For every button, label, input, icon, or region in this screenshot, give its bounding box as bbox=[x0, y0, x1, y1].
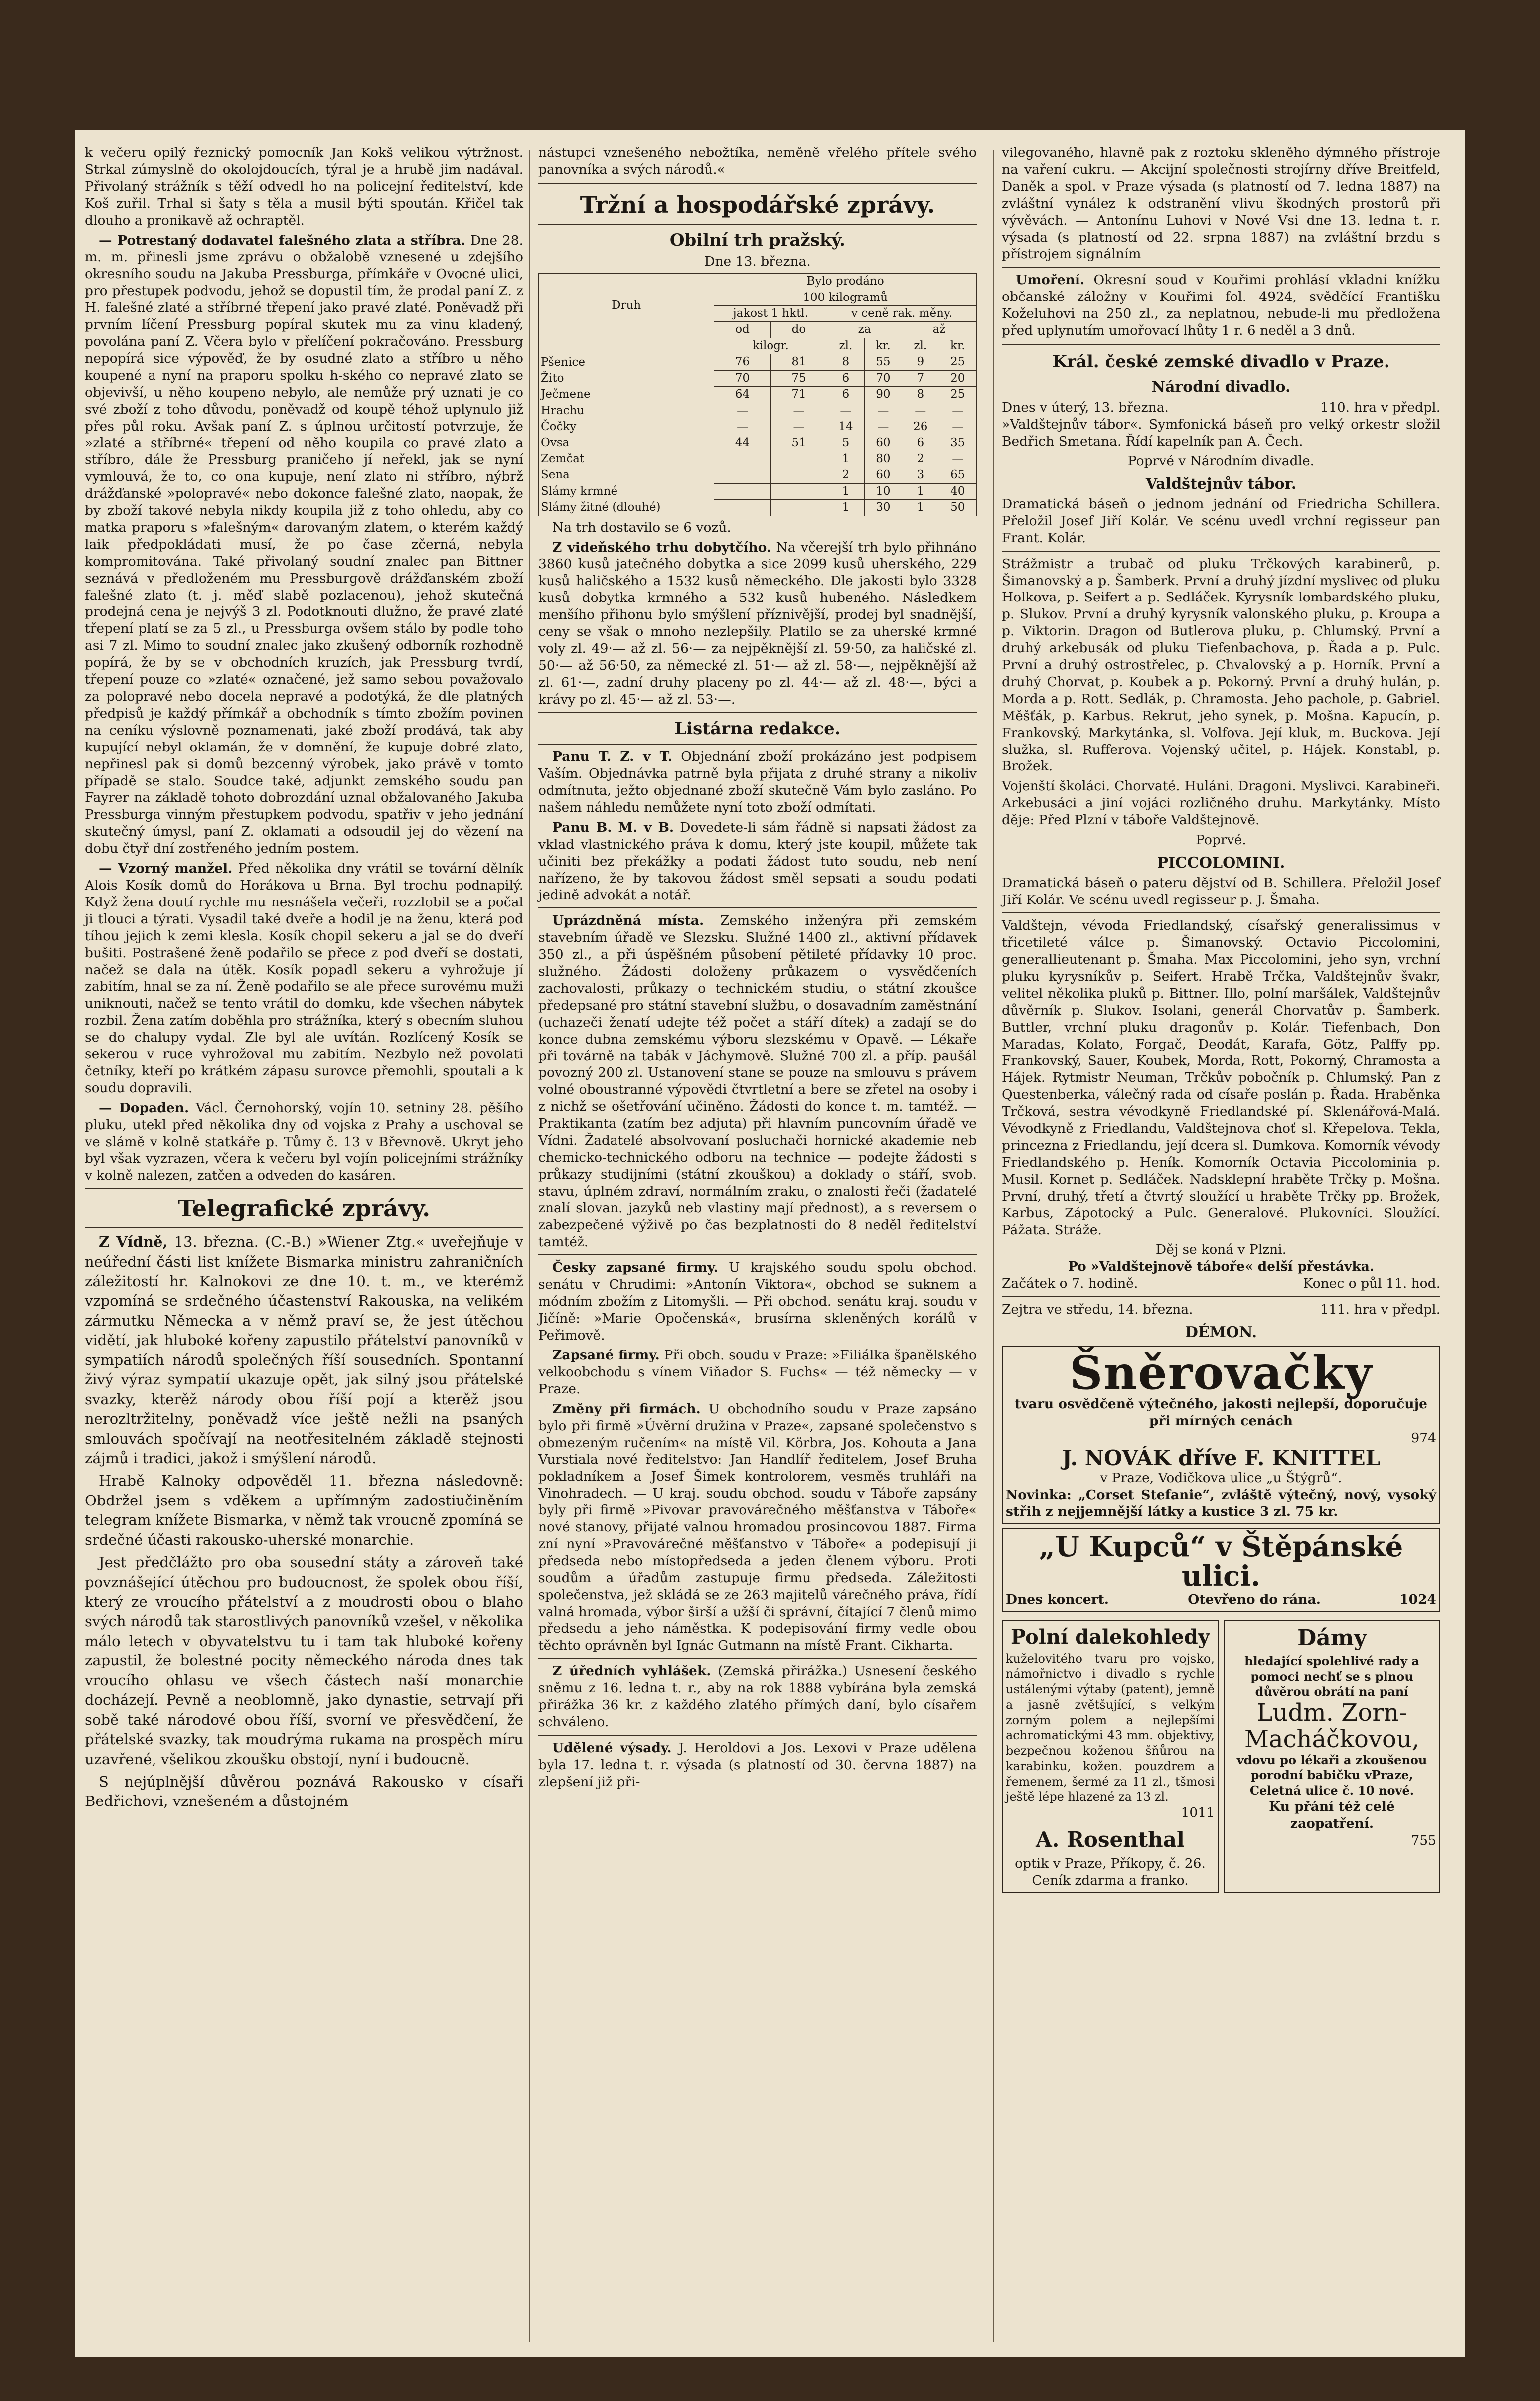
article-heading: Z Vídně, bbox=[99, 1233, 168, 1251]
table-cell: 1 bbox=[827, 483, 865, 499]
table-cell: 5 bbox=[827, 435, 865, 451]
grain-price-table bbox=[538, 273, 977, 516]
table-cell: 80 bbox=[864, 451, 902, 467]
table-row bbox=[539, 435, 977, 451]
article-paragraph bbox=[85, 1232, 523, 1468]
table-header: za bbox=[827, 322, 902, 338]
table-cell: 14 bbox=[827, 419, 865, 435]
article-paragraph bbox=[85, 1100, 523, 1185]
table-header: kr. bbox=[864, 338, 902, 354]
table-cell: 1 bbox=[827, 451, 865, 467]
table-cell: 35 bbox=[939, 435, 976, 451]
divider bbox=[538, 224, 977, 225]
table-cell: 70 bbox=[714, 370, 770, 386]
table-cell bbox=[770, 500, 827, 516]
table-cell: 64 bbox=[714, 387, 770, 403]
article-text: vilegovaného, hlavně pak z roztoku skleněho dýmného přístroje na vaření cukru. — Akcijní společnosti strojírny dříve Breitfeld, Daněk a spol. v Praze výsada (s platností od 7. ledna 1887) na zvláštní vynález k odstranění vlivu škodných prostorů při vývěvách. — Antonínu Luhovi v Nové Vsi dne 13. ledna t. r. výsada (s platností od 22. srpna 1887) na zvláštní brzdu s přístrojem signálním bbox=[1002, 145, 1440, 262]
article-text: Hrabě Kalnoky odpověděl 11. března následovně: Obdržel jsem s vděkem a upřímným zadostiučiněním telegram knížete Bismarka, v němž tak vroucně zpomíná se srdečné účasti rakousko-uherské monarchie. bbox=[85, 1472, 523, 1548]
table-cell: 76 bbox=[714, 354, 770, 370]
table-cell: 1 bbox=[902, 483, 939, 499]
article-text: U obchodního soudu v Praze zapsáno bylo při firmě »Úvěrní družina v Praze«, zapsané společenstvo s obmezeným ručením« na místě Vil. Körbra, Jos. Kohouta a Jana Vurstiala nové ředitelstvo: Jan Handlíř ředitelem, Josef Bruha pokladníkem a Josef Šimek kontrolorem, vesměs truhláři na Vinohradech. — U kraj. soudu obchod. soudu v Táboře zapsány byly při firmě »Pivovar pravovárečného měšťanstva v Táboře« nové stanovy, přijaté valnou hromadou prosincovou 1887. Firma zní nyní »Pravovárečné měšťanstvo v Táboře« a podepisují ji předseda nebo místopředseda a jeden členem výboru. Proti soudům a úřadům zastupuje firmu předseda. Záležitosti společenstva, jež skládá se ze 263 majitelů várečného práva, řídí valná hromada, výbor širší a užší či správní, čítající 7 členů mimo předsedu a jeho náměstka. K podepisování firmy vedle obou těchto oprávněn byl Ignác Gutmann na místě Frant. Cikharta. bbox=[538, 1401, 977, 1653]
article-heading: — Dopaden. bbox=[99, 1100, 189, 1116]
table-cell: 65 bbox=[939, 467, 976, 483]
table-header: zl. bbox=[902, 338, 939, 354]
article-heading: Zapsané firmy. bbox=[552, 1347, 660, 1363]
advert-text: Dnes koncert. bbox=[1006, 1591, 1109, 1607]
article-text: Zemského inženýra při zemském stavebním úřadě ve Slezsku. Služné 1400 zl., aktivní přídavek 350 zl., a při úspěšném působení pětileté přídavky 10 proc. služného. Žádosti doloženy průkazem o vysvědčeních zachovalosti, průkazy o technickém studiu, o státní zkoušce předepsané pro státní stavební službu, o dosavadním zaměstnání (uchazeči ženatí udejte též počet a stáří dítek) a zadají se do konce dubna zemskému výboru slezskému v Opavě. — Lékaře při továrně na tabák v Jáchymově. Služné 700 zl. a příp. paušál povozný 200 zl. Ustanovení stane se pouze na smlouvu s právem volné oboustranné výpovědi čtvrtletní a bere se zřetel na osoby i z nichž se ošetřování učiněno. Žádosti do konce t. m. tamtéž. — Praktikanta (zatím bez adjuta) při hlavním puncovním úřadě ve Vídni. Žadatelé absolvovaní posluchači hornické akademie neb chemicko-technického odboru na technice — podejte žádosti s průkazy studijními (státní zkouškou) a doklady o stáří, svob. stavu, úplném zdraví, normálním zraku, o znalosti řeči (žadatelé znalí slovan. jazyků neb vlastiny mají přednost), a s reversem o zabezpečené výživě po čas bezplatnosti do 8 neděl ředitelství tamtéž. bbox=[538, 913, 977, 1250]
play-title: PICCOLOMINI. bbox=[1157, 854, 1285, 872]
end-time: Konec o půl 11. hod. bbox=[1303, 1276, 1440, 1292]
table-cell: — bbox=[939, 403, 976, 419]
article-heading: Umoření. bbox=[1016, 272, 1085, 288]
advert-note: Ku přání též celé zaopatření. bbox=[1269, 1799, 1395, 1831]
table-cell: — bbox=[714, 403, 770, 419]
table-cell: 26 bbox=[902, 419, 939, 435]
commodity-name: Ovsa bbox=[539, 435, 714, 451]
article-text: S nejúplnější důvěrou poznává Rakousko v císaři Bedřichovi, vznešeném a důstojném bbox=[85, 1773, 523, 1810]
table-cell: 60 bbox=[864, 467, 902, 483]
divider bbox=[538, 712, 977, 713]
divider bbox=[538, 183, 977, 185]
table-header: kr. bbox=[939, 338, 976, 354]
table-cell: 8 bbox=[827, 354, 865, 370]
table-cell bbox=[770, 467, 827, 483]
table-cell: 2 bbox=[902, 451, 939, 467]
date-line bbox=[1002, 1301, 1440, 1318]
divider bbox=[538, 1735, 977, 1736]
advert-name: Ludm. Zorn-Macháčkovou, bbox=[1244, 1699, 1420, 1753]
advert-novelty: Novinka: „Corset Stefanie“, zvláště výtečný, nový, vysoký střih z nejjemnější látky a kustice 3 zl. 75 kr. bbox=[1006, 1487, 1436, 1520]
table-cell: 9 bbox=[902, 354, 939, 370]
advert-address: v Praze, Vodičkova ulice „u Štýgrů“. bbox=[1100, 1470, 1342, 1486]
advert-description: vdovu po lékaři a zkoušenou porodní babičku vPraze, Celetná ulice č. 10 nové. bbox=[1236, 1752, 1427, 1798]
table-cell: 25 bbox=[939, 387, 976, 403]
play-description: Dramatická báseň o jednom jednání od Friedricha Schillera. Přeložil Josef Jiří Kolár. Ve scénu uvedl vrchní regisseur pan Frant. Kolár. bbox=[1002, 496, 1440, 546]
divider bbox=[85, 1188, 523, 1189]
article-paragraph bbox=[538, 1740, 977, 1791]
commodity-name: Ječmene bbox=[539, 387, 714, 403]
article-heading: Panu B. M. v B. bbox=[552, 819, 674, 835]
table-cell: — bbox=[864, 403, 902, 419]
table-header: až bbox=[902, 322, 977, 338]
table-cell: — bbox=[770, 419, 827, 435]
divider bbox=[1002, 551, 1440, 552]
performance-number: 110. hra v předpl. bbox=[1320, 399, 1440, 415]
table-header: jakost 1 hktl. bbox=[714, 305, 827, 321]
column-rule bbox=[529, 150, 530, 2342]
divider bbox=[538, 1254, 977, 1255]
table-cell: — bbox=[939, 419, 976, 435]
table-header: Druh bbox=[539, 274, 714, 338]
article-text: nástupci vznešeného nebožtíka, neměně vřelého přítele svého panovníka a svých národů.« bbox=[538, 145, 977, 177]
advert-text: Otevřeno do rána. bbox=[1188, 1591, 1321, 1607]
program-note: Poprvé. bbox=[1196, 832, 1246, 848]
advert-number: 755 bbox=[1411, 1832, 1436, 1848]
table-cell: — bbox=[827, 403, 865, 419]
article-text: Na trh dostavilo se 6 vozů. bbox=[552, 519, 731, 535]
performance-date: Dnes v úterý, 13. března. bbox=[1002, 399, 1169, 415]
advert-number: 1024 bbox=[1399, 1591, 1436, 1607]
play-title: DÉMON. bbox=[1185, 1324, 1257, 1342]
advert-firm: A. Rosenthal bbox=[1036, 1827, 1185, 1852]
table-header: do bbox=[770, 322, 827, 338]
advert-row bbox=[1002, 1616, 1440, 1897]
advert-title: Šněrovačky bbox=[1070, 1346, 1373, 1400]
divider bbox=[85, 1227, 523, 1228]
table-row bbox=[539, 370, 977, 386]
section-heading: Telegrafické zprávy. bbox=[177, 1195, 431, 1222]
commodity-name: Žito bbox=[539, 370, 714, 386]
table-cell: 60 bbox=[864, 435, 902, 451]
article-heading: Z videňského trhu dobytčího. bbox=[552, 539, 771, 555]
table-cell: 10 bbox=[864, 483, 902, 499]
column-rule bbox=[993, 150, 994, 2342]
program-note: Poprvé v Národním divadle. bbox=[1127, 453, 1315, 469]
advert-number: 1011 bbox=[1181, 1804, 1215, 1820]
table-row bbox=[539, 387, 977, 403]
table-cell: 1 bbox=[827, 500, 865, 516]
cast-list: Valdštejn, vévoda Friedlandský, císařský generalissimus v třicetileté válce p. Šimanovský. Octavio Piccolomini, generallieutenant p. Šmaha. Max Piccolomini, jeho syn, vrchní pluku kyrysníkův p. Seifert. Hrabě Trčka, Valdštejnův švakr, velitel několika pluků p. Bittner. Illo, polní maršálek, Valdštejnův důvěrník p. Slukov. Isolani, generál Chorvatův p. Šamberk. Buttler, vrchní pluku dragonův p. Kolár. Tiefenbach, Don Maradas, Kolato, Forgač, Deodát, Karafa, Götz, Palffy pp. Frankovský, Sauer, Koubek, Morda, Rott, Pokorný, Chramosta a Hájek. Rytmistr Neuman, Trčkův pobočník p. Chlumský. Pan z Questenberka, válečný rada od císaře poslán p. Řada. Hraběnka Trčková, sestra vévodkyně Friedlandské pí. Sklenářová-Malá. Vévodkyně z Friedlandu, Valdštejnova choť sl. Křepelova. Tekla, princezna z Friedlandu, její dcera sl. Dumkova. Komorník vévody Friedlandského p. Heník. Komorník Octavia Piccolominia p. Musil. Kornet p. Sedláček. Nadsklepní hraběte Trčky p. Mošna. První, druhý, třetí a čtvrtý sloužící u hraběte Trčky pp. Brožek, Karbus, Zápotocký a Pulc. Generalové. Plukovníci. Sloužící. Pážata. Stráže. bbox=[1002, 918, 1440, 1238]
article-text: Při obch. soudu v Praze: »Filiálka španělského velkoobchodu s vínem Viňador S. Fuchs« — též německy — v Praze. bbox=[538, 1347, 977, 1397]
article-text: Objednání zboží prokázáno jest podpisem Vaším. Objednávka patrně byla přijata z druhé strany a nikoliv odmítnuta, ježto objednané zboží skutečně Vám bylo zasláno. Po našem náhledu nemůžete nyní toto zboží odmítati. bbox=[538, 749, 977, 815]
article-text: Jest předčlážto pro oba sousední státy a zároveň také povznášející útěchou pro budoucnost, že spolek obou říší, který ze vroucího přátelství a z moudrosti obou o blaho svých národů tak starostlivých panovníků vzešel, v několika málo letech v obyvatelstvu tu i tam tak hluboké kořeny zapustil, že bolestné pocity německého národa dnes tak vroucího ohlasu ve všech částech naší monarchie docházejí. Pevně a neoblomně, jako dynastie, setrvají při sobě také národové obou říší, svorní ve přesvědčení, že přátelské svazky, tak moudrýma rukama na prospěch míru uzavřené, všelikou zkoušku obstojí, nyní i budoucně. bbox=[85, 1554, 523, 1768]
table-cell: — bbox=[939, 451, 976, 467]
table-cell: 44 bbox=[714, 435, 770, 451]
column-3 bbox=[1002, 145, 1440, 1897]
table-cell: 8 bbox=[902, 387, 939, 403]
performance-number: 111. hra v předpl. bbox=[1320, 1302, 1440, 1318]
theater-heading: Král. české zemské divadlo v Praze. bbox=[1052, 351, 1390, 372]
theater-subheading: Národní divadlo. bbox=[1151, 378, 1291, 396]
divider bbox=[1002, 912, 1440, 913]
table-cell: 6 bbox=[827, 370, 865, 386]
advert-corsets bbox=[1002, 1346, 1440, 1524]
article-heading: — Vzorný manžel. bbox=[99, 861, 233, 877]
table-cell: 6 bbox=[902, 435, 939, 451]
table-cell: — bbox=[770, 403, 827, 419]
article-text: Václ. Černohorský, vojín 10. setniny 28. pěšího pluku, utekl před několika dny od vojska z Prahy a uschoval se ve slámě v kolně statkáře p. Tůmy č. 13 v Břevnově. Ukryt jeho byl však vyzrazen, včera k večeru byl vojín policejními strážníky v kolně nalezen, zatčen a odveden do kasáren. bbox=[85, 1100, 523, 1184]
advert-number: 974 bbox=[1411, 1430, 1436, 1446]
table-cell: 75 bbox=[770, 370, 827, 386]
divider bbox=[1002, 267, 1440, 268]
commodity-name: Zemčat bbox=[539, 451, 714, 467]
table-header: zl. bbox=[827, 338, 865, 354]
commodity-name: Sena bbox=[539, 467, 714, 483]
table-cell: — bbox=[714, 419, 770, 435]
table-cell: 20 bbox=[939, 370, 976, 386]
commodity-name: Slámy žitné (dlouhé) bbox=[539, 500, 714, 516]
grain-table-body bbox=[539, 354, 977, 516]
date-line: Dne 13. března. bbox=[704, 254, 811, 270]
cast-extras: Vojenští školáci. Chorvaté. Huláni. Dragoni. Myslivci. Karabineři. Arkebusáci a jiní vojáci rozličného druhu. Markytánky. Místo děje: Před Plzní v táboře Valdštejnově. bbox=[1002, 778, 1440, 828]
table-cell: 81 bbox=[770, 354, 827, 370]
table-header: Bylo prodáno bbox=[714, 274, 977, 290]
advert-text: tvaru osvědčeně výtečného, jakosti nejlepší, doporučuje při mírných cenách bbox=[1015, 1396, 1427, 1429]
table-cell bbox=[714, 467, 770, 483]
table-cell bbox=[770, 483, 827, 499]
table-row bbox=[539, 451, 977, 467]
section-heading: Tržní a hospodářské zprávy. bbox=[580, 191, 935, 218]
commodity-name: Pšenice bbox=[539, 354, 714, 370]
table-row bbox=[539, 467, 977, 483]
article-paragraph bbox=[538, 819, 977, 904]
table-cell bbox=[714, 500, 770, 516]
play-description: Dramatická báseň o pateru dějství od B. Schillera. Přeložil Josef Jiří Kolár. Ve scénu uvedl regisseur p. J. Šmaha. bbox=[1002, 875, 1440, 908]
table-cell: 2 bbox=[827, 467, 865, 483]
subsection-heading: Obilní trh pražský. bbox=[669, 230, 846, 250]
article-text: 13. března. (C.-B.) »Wiener Ztg.« uveřejňuje v neúřední části list knížete Bismarka ministru zahraničních záležitostí hr. Kalnokovi ze dne 10. t. m., ve kterémž vzpomíná se srdečného účastenství Rakouska, na velikém zármutku Německa a v němž praví se, že jest útěchou vidětí, jak hluboké kořeny zapustilo přátelství panovníků v sympatiích národů společných říší sousedních. Spontanní živý výraz sympatií ukazuje opět, jak silný jsou přátelské svazky, kterěž národy obou říší pojí a kterěž jsou nerozltržitelny, poněvadž více ještě nežli na psaných smlouvách spočívají na neotřesitelném základě stejnosti zájmů i tradici, jakož i smýšlení národů. bbox=[85, 1233, 523, 1467]
table-cell: — bbox=[902, 403, 939, 419]
play-title: Valdštejnův tábor. bbox=[1145, 475, 1297, 493]
table-header: v ceně rak. měny. bbox=[827, 305, 977, 321]
article-paragraph bbox=[1002, 272, 1440, 339]
table-cell bbox=[770, 451, 827, 467]
article-text: Na včerejší trh bylo přihnáno 3860 kusů jatečného dobytka a sice 2099 kusů uherského, 229 kusů haličského a 1532 kusů německého. Dle jakosti bylo 3328 kusů dobytka krmného a 532 kusů hubeného. Následkem menšího přihonu bylo smýšlení příznivější, prodej byl snadnější, ceny se však o mnoho nezlepšily. Platilo se za uherské krmné voly zl. 49·— až zl. 56·— za nejpěknější zl. 59·50, za haličské zl. 50·— až 56·50, za německé zl. 51·— až zl. 58·—, nejpěknější až zl. 61·—, zadní druhy placeny po zl. 44·— až zl. 48·—, býci a krávy po zl. 45·— až zl. 53·—. bbox=[538, 539, 977, 707]
article-text: J. Heroldovi a Jos. Lexovi v Praze udělena byla 17. ledna t. r. výsada (s platností od 30. června 1887) na zlepšení již při- bbox=[538, 1740, 977, 1790]
column-1 bbox=[85, 145, 523, 1814]
advert-firm: J. NOVÁK dříve F. KNITTEL bbox=[1062, 1446, 1381, 1471]
article-heading: Česky zapsané firmy. bbox=[552, 1260, 718, 1276]
table-header: 100 kilogramů bbox=[714, 290, 977, 305]
advert-binoculars bbox=[1002, 1620, 1219, 1893]
article-paragraph bbox=[538, 1259, 977, 1344]
table-cell bbox=[714, 483, 770, 499]
newspaper-page bbox=[75, 130, 1465, 2357]
table-cell: 40 bbox=[939, 483, 976, 499]
article-paragraph bbox=[85, 860, 523, 1097]
divider bbox=[538, 907, 977, 908]
commodity-name: Čočky bbox=[539, 419, 714, 435]
advert-tavern bbox=[1002, 1528, 1440, 1612]
section-heading: Listárna redakce. bbox=[674, 718, 841, 739]
article-paragraph bbox=[538, 1663, 977, 1731]
article-text: Dovedete-li sám řádně si napsati žádost za vklad vlastnického práva k domu, který jste koupil, můžete tak učiniti bez překážky a podati žádost tuto soudu, neb není nařízeno, že by takovou žádost směl sepsati a soudu podati jedině advokát a notář. bbox=[538, 819, 977, 903]
divider bbox=[1002, 1296, 1440, 1297]
table-cell: — bbox=[864, 419, 902, 435]
program-text: »Valdštejnův tábor«. Symfonická báseň pro velký orkestr složil Bedřich Smetana. Řídí kapelník pan A. Čech. bbox=[1002, 416, 1440, 449]
advert-address: optik v Praze, Příkopy, č. 26. Ceník zdarma a franko. bbox=[1015, 1855, 1206, 1888]
advert-midwife bbox=[1224, 1620, 1440, 1893]
table-row bbox=[539, 403, 977, 419]
table-row bbox=[539, 354, 977, 370]
commodity-name: Slámy krmné bbox=[539, 483, 714, 499]
divider bbox=[1002, 344, 1440, 346]
cast-list: Strážmistr a trubač od pluku Trčkových karabinerů, p. Šimanovský a p. Šamberk. První a druhý jízdní myslivec od pluku Holkova, p. Seifert a p. Sedláček. Kyrysník lombardského pluku, p. Slukov. První a druhý kyrysník valonského pluku, p. Kroupa a p. Viktorin. Dragon od Butlerova pluku, p. Chlumský. První a druhý arkebusák od pluku Tiefenbachova, p. Řada a p. Pulc. První a druhý ostrostřelec, p. Chvalovský a p. Horník. První a druhý Chorvat, p. Koubek a p. Pokorný. První a druhý hulán, p. Morda a p. Rott. Sedlák, p. Chramosta. Jeho pachole, p. Gabriel. Měšťák, p. Karbus. Rekrut, jeho synek, p. Mošna. Kapucín, p. Frankovský. Markytánka, sl. Volfova. Její kluk, m. Buckova. Její služka, sl. Rufferova. Vojenský učitel, p. Hájek. Konstabl, p. Brožek. bbox=[1002, 556, 1440, 774]
date-line bbox=[1002, 399, 1440, 416]
advert-title: „U Kupců“ v Štěpánské ulici. bbox=[1039, 1530, 1403, 1593]
performance-date: Zejtra ve středu, 14. března. bbox=[1002, 1302, 1193, 1318]
advert-title: Polní dalekohledy bbox=[1011, 1625, 1210, 1649]
article-text: k večeru opilý řeznický pomocník Jan Kokš velikou výtržnost. Strkal zúmyslně do okolojdoucích, týral je a hrubě jim nadával. Přivolaný strážník s těží odvedl ho na policejní ředitelství, kde Koš zuřil. Trhal si šaty s těla a musil býti spoután. Křičel tak dlouho a pronikavě až ochraptěl. bbox=[85, 145, 523, 228]
table-cell: 3 bbox=[902, 467, 939, 483]
article-text: Okresní soud v Kouřimi prohlásí vkladní knížku občanské záložny v Kouřimi fol. 4924, svědčící Františku Koželuhovi na 250 zl., za neplatnou, nebude-li mu předložena před uplynutím umořovací lhůty 1 r. 6 neděl a 3 dnů. bbox=[1002, 272, 1440, 339]
column-2 bbox=[538, 145, 977, 1794]
article-heading: Panu T. Z. v T. bbox=[552, 749, 673, 765]
table-row bbox=[539, 419, 977, 435]
table-header: kilogr. bbox=[714, 338, 827, 354]
table-cell bbox=[714, 451, 770, 467]
program-note: Po »Valdštejnově táboře« delší přestávka. bbox=[1068, 1259, 1375, 1275]
commodity-name: Hrachu bbox=[539, 403, 714, 419]
start-time: Začátek o 7. hodině. bbox=[1002, 1276, 1138, 1292]
advert-title: Dámy bbox=[1297, 1625, 1367, 1651]
article-heading: — Potrestaný dodavatel falešného zlata a stříbra. bbox=[99, 232, 465, 248]
program-note: Děj se koná v Plzni. bbox=[1155, 1242, 1287, 1258]
article-paragraph bbox=[538, 912, 977, 1250]
table-cell: 25 bbox=[939, 354, 976, 370]
article-text: U krajského soudu spolu obchod. senátu v Chrudimi: »Antonín Viktora«, obchod se suknem a módním zbožím z Litomyšli. — Při obchod. senátu kraj. soudu v Jičíně: »Marie Opočenská«, brusírna skleněných korálů v Peřimově. bbox=[538, 1260, 977, 1344]
article-heading: Změny při firmách. bbox=[552, 1401, 701, 1417]
table-cell: 71 bbox=[770, 387, 827, 403]
article-paragraph bbox=[538, 1347, 977, 1398]
table-cell: 50 bbox=[939, 500, 976, 516]
advert-text: hledající spolehlivé rady a pomoci nechť se s plnou důvěrou obrátí na paní bbox=[1244, 1653, 1419, 1699]
article-heading: Z úředních vyhlášek. bbox=[552, 1663, 711, 1679]
table-row bbox=[539, 500, 977, 516]
table-cell: 30 bbox=[864, 500, 902, 516]
advert-text: kuželovitého tvaru pro vojsko, námořnictvo i divadlo s rychle ustálenými výtaby (patent), jemně a jasně zvětšující, s velkým zorným polem a nejlepšími achromatickými 43 mm. objektivy, bezpečnou koženou šňůrou na karabinku, kožen. pouzdrem a řemenem, šermé za 11 zl., tšmosi ještě lépe hlazené za 13 zl. bbox=[1006, 1651, 1215, 1804]
article-text: (Zemská přirážka.) Usnesení českého sněmu z 16. ledna t. r., aby na rok 1888 vybírána byla zemská přirážka 36 kr. z každého zlatého přímých daní, bylo císařem schváleno. bbox=[538, 1663, 977, 1730]
table-header: od bbox=[714, 322, 770, 338]
table-cell: 6 bbox=[827, 387, 865, 403]
table-cell: 51 bbox=[770, 435, 827, 451]
article-paragraph bbox=[85, 232, 523, 858]
article-paragraph bbox=[538, 1401, 977, 1654]
table-cell: 7 bbox=[902, 370, 939, 386]
article-text: Před několika dny vrátil se tovární dělník Alois Kosík domů do Horákova u Brna. Byl trochu podnapilý. Když žena doutí rychle mu nesnášela večeři, rozzlobil se a počal ji tlouci a týrati. Vysadil také dveře a hodil je na ženu, která pod tíhou jejich k zemi klesla. Kosík chopil sekeru a jal se do dveří bušiti. Postrašené ženě podařilo se přece z pod dveří se dostati, načež se dala na útěk. Kosík popadl sekeru a vyhrožuje jí zabitím, hnal se za ní. Ženě podařilo se ale přece surovému muži uniknouti, načež se tento vrátil do domku, kde všechen nábytek rozbil. Žena zatím doběhla pro strážníka, který s obecním sluhou se do chalupy vydal. Zle byl ale uvítán. Rozlícený Kosík se sekerou v ruce vyhrožoval mu zabitím. Nezbylo než povolati četníky, kteří po krátkém zápasu surovce přemohli, spoutali a k soudu dopravili. bbox=[85, 861, 523, 1096]
advert-line bbox=[1006, 1591, 1436, 1608]
table-cell: 90 bbox=[864, 387, 902, 403]
table-cell: 70 bbox=[864, 370, 902, 386]
divider bbox=[538, 1658, 977, 1659]
article-heading: Uprázdněná místa. bbox=[552, 913, 704, 929]
divider bbox=[538, 744, 977, 745]
table-row bbox=[539, 483, 977, 499]
table-cell: 55 bbox=[864, 354, 902, 370]
time-line bbox=[1002, 1275, 1440, 1292]
article-paragraph bbox=[538, 539, 977, 708]
article-text: Dne 28. m. m. přinesli jsme zprávu o obžalobě vznesené u zdejšího okresního soudu na Jakuba Pressburga, přímkáře v Ovocné ulici, pro přestupek podvodu, jehož se dopustil tím, že prodal paní Z. z H. falešné zlaté a stříbrné třepení jako pravé zlaté. Poněvadž při prvním líčení Pressburg popíral skutek mu za vinu kladený, povolána paní Z. Včera bylo v přelíčení pokračováno. Pressburg nepopírá sice výpověď, že by osudné zlato a stříbro u něho koupené a nyní na praporu spolku h-ského co nepravé zlato se objevivší, u něho koupeno nebylo, ale nemůže prý uznati je co své zboží z toho důvodu, poněvadž od koupě téhož uplynulo již přes půl roku. Avšak paní Z. s úplnou určitostí potvrzuje, že »zlaté a stříbrné« třepení od něho koupila co pravé zlato a stříbro, dále že Pressburg praničeho jí neřekl, jak se nyní vymlouvá, že to, co ona kupuje, není zlato ni stříbro, nýbrž drážďanské »polopravé« nebo dokonce falešné zlato, naopak, že by zboží takové nebyla nikdy koupila již z toho ohledu, aby co matka praporu s »falešným« darovaným zlatem, o kterém každý laik předpokládati musí, že po čase zčerná, nebyla kompromitována. Také přivolaný soudní znalec pan Bittner seznává v předloženém mu Pressburgově drážďanském zboží falešné zlato (t. j. měď slabě pozlacenou), jehož skutečná prodejná cena je nejvýš 3 zl. Podotknouti dlužno, že pravé zlaté třepení platí se za 5 zl., u Pressburga ovšem stálo by podle toho asi 7 zl. Mimo to soudní znalec jako zkušený odborník rozhodně popírá, že by se v obchodních kruzích, jak Pressburg tvrdí, třepení pouze co »zlaté« označené, jež samo sebou považovalo za polopravé nebo docela nepravé a podotýká, že dle platných předpisů je každý přímkář a obchodník s tímto zbožím povinen na ceníku výslovně poznamenati, jaké zboží prodává, tak aby kupující nebyl oklamán, že v domnění, že kupuje dobré zlato, nepřinesl pak si domů bezcenný výrobek, jako právě v tomto případě se stalo. Soudce také, adjunkt zemského soudu pan Fayrer na základě tohoto dobrozdání uznal obžalovaného Jakuba Pressburga vinným přestupkem podvodu, spatřiv v jeho jednání skutečný úmysl, paní Z. oklamati a odsoudil jej do vězení na dobu čtyř dní zostřeného jedním postem. bbox=[85, 232, 523, 857]
table-cell: 1 bbox=[902, 500, 939, 516]
article-heading: Udělené výsady. bbox=[552, 1740, 672, 1756]
article-paragraph bbox=[538, 749, 977, 816]
